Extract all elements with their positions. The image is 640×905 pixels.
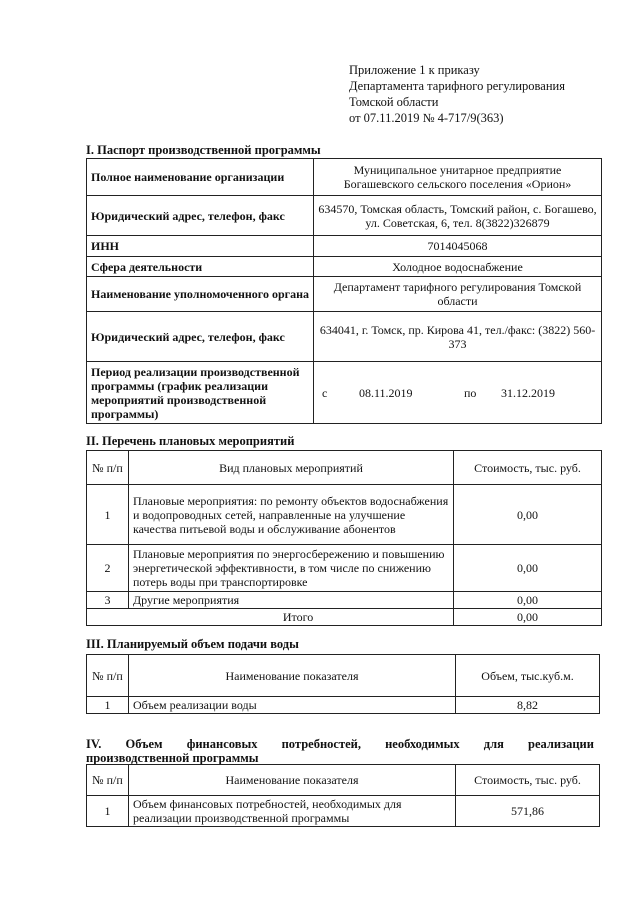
water-volume-table bbox=[86, 654, 600, 714]
table-header-row bbox=[87, 765, 600, 796]
row-number: 3 bbox=[87, 592, 129, 609]
financial-needs-table bbox=[86, 764, 600, 827]
activity-name: Плановые мероприятия: по ремонту объектов водоснабжения и водопроводных сетей, направленные на улучшение качества питьевой воды и обслуживание абонентов bbox=[129, 485, 454, 545]
inn-value: 7014045068 bbox=[314, 236, 602, 257]
row-number: 1 bbox=[87, 796, 129, 827]
section4-title-word: для bbox=[483, 737, 504, 751]
authority-address-label: Юридический адрес, телефон, факс bbox=[87, 312, 314, 362]
order-date-line: от 07.11.2019 № 4-717/9(363) bbox=[349, 111, 504, 125]
col-header-indicator: Наименование показателя bbox=[129, 765, 456, 796]
total-label: Итого bbox=[87, 609, 454, 626]
table-header-row bbox=[87, 655, 600, 697]
period-label: Период реализации производственной программы (график реализации мероприятий производственной программы) bbox=[87, 362, 314, 424]
col-header-number: № п/п bbox=[87, 765, 129, 796]
section4-title-word: финансовых bbox=[186, 737, 258, 751]
authority-address-value: 634041, г. Томск, пр. Кирова 41, тел./факс: (3822) 560-373 bbox=[314, 312, 602, 362]
table-row bbox=[87, 236, 602, 257]
total-row bbox=[87, 609, 602, 626]
table-row bbox=[87, 362, 602, 424]
section4-title bbox=[86, 737, 594, 765]
table-row bbox=[87, 312, 602, 362]
col-header-cost: Стоимость, тыс. руб. bbox=[454, 451, 602, 485]
period-value bbox=[314, 362, 602, 424]
activity-cost: 0,00 bbox=[454, 485, 602, 545]
table-row bbox=[87, 592, 602, 609]
table-row bbox=[87, 277, 602, 312]
section2-title: II. Перечень плановых мероприятий bbox=[86, 434, 295, 448]
period-from-word: с bbox=[322, 385, 328, 400]
table-row bbox=[87, 485, 602, 545]
section4-title-word: потребностей, bbox=[281, 737, 361, 751]
total-value: 0,00 bbox=[454, 609, 602, 626]
row-number: 1 bbox=[87, 697, 129, 714]
row-number: 1 bbox=[87, 485, 129, 545]
org-address-value: 634570, Томская область, Томский район, с. Богашево, ул. Советская, 6, тел. 8(3822)326879 bbox=[314, 196, 602, 236]
planned-activities-table bbox=[86, 450, 602, 626]
table-row bbox=[87, 697, 600, 714]
col-header-cost: Стоимость, тыс. руб. bbox=[456, 765, 600, 796]
section1-title: I. Паспорт производственной программы bbox=[86, 143, 321, 157]
period-to-date: 31.12.2019 bbox=[501, 385, 555, 400]
section3-title: III. Планируемый объем подачи воды bbox=[86, 637, 299, 651]
section4-title-line2: производственной программы bbox=[86, 751, 259, 765]
period-from-date: 08.11.2019 bbox=[359, 385, 413, 400]
department-line: Департамента тарифного регулирования bbox=[349, 79, 565, 93]
inn-label: ИНН bbox=[87, 236, 314, 257]
table-row bbox=[87, 545, 602, 592]
authority-label: Наименование уполномоченного органа bbox=[87, 277, 314, 312]
appendix-line: Приложение 1 к приказу bbox=[349, 63, 480, 77]
section4-title-word: реализации bbox=[528, 737, 594, 751]
table-row bbox=[87, 196, 602, 236]
activity-cost: 0,00 bbox=[454, 545, 602, 592]
table-row bbox=[87, 257, 602, 277]
org-address-label: Юридический адрес, телефон, факс bbox=[87, 196, 314, 236]
activity-value: Холодное водоснабжение bbox=[314, 257, 602, 277]
col-header-number: № п/п bbox=[87, 655, 129, 697]
table-row bbox=[87, 159, 602, 196]
section4-title-word: Объем bbox=[125, 737, 163, 751]
org-name-value: Муниципальное унитарное предприятие Богашевского сельского поселения «Орион» bbox=[314, 159, 602, 196]
col-header-volume: Объем, тыс.куб.м. bbox=[456, 655, 600, 697]
col-header-activity: Вид плановых мероприятий bbox=[129, 451, 454, 485]
indicator-name: Объем финансовых потребностей, необходимых для реализации производственной программы bbox=[129, 796, 456, 827]
activity-name: Плановые мероприятия по энергосбережению и повышению энергетической эффективности, в том числе по снижению потерь воды при транспортировке bbox=[129, 545, 454, 592]
activity-cost: 0,00 bbox=[454, 592, 602, 609]
row-number: 2 bbox=[87, 545, 129, 592]
table-row bbox=[87, 796, 600, 827]
indicator-name: Объем реализации воды bbox=[129, 697, 456, 714]
activity-label: Сфера деятельности bbox=[87, 257, 314, 277]
order-appendix-header bbox=[349, 62, 565, 126]
indicator-value: 8,82 bbox=[456, 697, 600, 714]
passport-table bbox=[86, 158, 602, 424]
authority-value: Департамент тарифного регулирования Томской области bbox=[314, 277, 602, 312]
activity-name: Другие мероприятия bbox=[129, 592, 454, 609]
region-line: Томской области bbox=[349, 95, 439, 109]
col-header-number: № п/п bbox=[87, 451, 129, 485]
section4-title-word: IV. bbox=[86, 737, 102, 751]
col-header-indicator: Наименование показателя bbox=[129, 655, 456, 697]
indicator-value: 571,86 bbox=[456, 796, 600, 827]
period-to-word: по bbox=[464, 385, 477, 400]
table-header-row bbox=[87, 451, 602, 485]
org-name-label: Полное наименование организации bbox=[87, 159, 314, 196]
section4-title-word: необходимых bbox=[385, 737, 460, 751]
